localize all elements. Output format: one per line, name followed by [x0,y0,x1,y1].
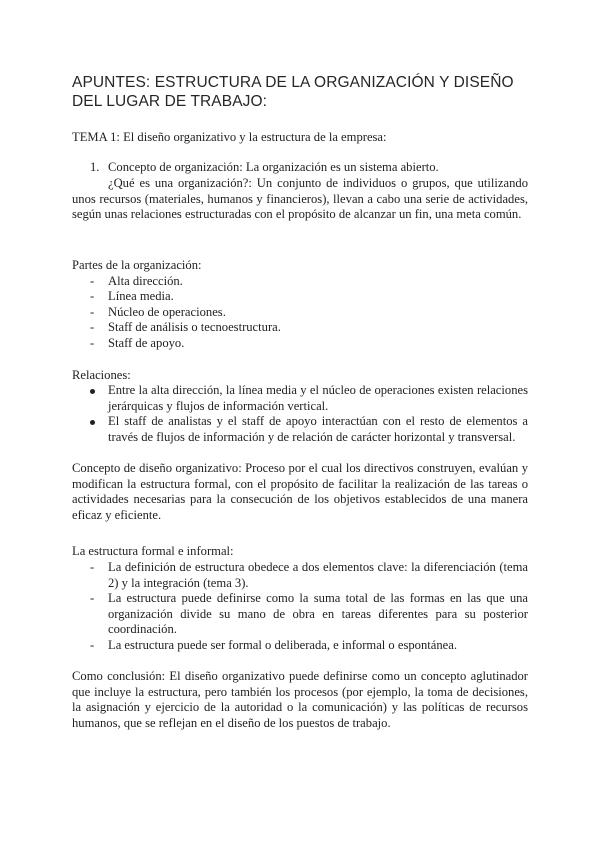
organizacion-definition: ¿Qué es una organización?: Un conjunto de individuos o grupos, que utilizando unos recursos (materiales, humanos y financieros), llevan a cabo una serie de actividades, según unas relaciones estructuradas con el propósito de alcanzar un fin, una meta común. [72,176,528,221]
list-marker: - [90,320,95,334]
list-item: La estructura puede ser formal o deliberada, e informal o espontánea. [108,638,457,652]
conclusion-paragraph: Como conclusión: El diseño organizativo puede definirse como un concepto aglutinador que incluye la estructura, pero también los procesos (por ejemplo, la toma de decisiones, la asignación y ejercicio de la autoridad o la comunicación) y las políticas de recursos humanos, que se reflejan en el diseño de los puestos de trabajo. [72,669,528,730]
list-item: Alta dirección. [108,274,183,288]
list-item: Staff de análisis o tecnoestructura. [108,320,281,334]
list-marker: - [90,336,95,350]
estructura-heading: La estructura formal e informal: [72,544,234,558]
list-item: Entre la alta dirección, la línea media y el núcleo de operaciones existen relaciones jerárquicas y flujos de información vertical. [108,383,528,413]
document-title: APUNTES: ESTRUCTURA DE LA ORGANIZACIÓN Y DISEÑO DEL LUGAR DE TRABAJO: [72,74,514,110]
list-marker: - [90,591,95,605]
item1-label: Concepto de organización: La organización es un sistema abierto. [108,160,439,174]
list-item: Staff de apoyo. [108,336,185,350]
item1-number: 1. [90,160,100,174]
bullet-icon [90,420,95,425]
list-item: La estructura puede definirse como la suma total de las formas en las que una organización divide su mano de obra en tareas diferentes para su posterior coordinación. [108,591,528,636]
concepto-diseno-paragraph: Concepto de diseño organizativo: Proceso por el cual los directivos construyen, evalúan y modifican la estructura formal, con el propósito de facilitar la realización de las tareas o actividades necesarias para la consecución de los objetivos establecidos de una manera eficaz y eficiente. [72,461,528,522]
list-item: Núcleo de operaciones. [108,305,226,319]
list-marker: - [90,638,95,652]
list-marker: - [90,289,95,303]
partes-heading: Partes de la organización: [72,258,202,272]
list-item: Línea media. [108,289,174,303]
list-item: El staff de analistas y el staff de apoyo interactúan con el resto de elementos a través de flujos de información y de relación de carácter horizontal y transversal. [108,414,528,444]
list-marker: - [90,274,95,288]
tema-heading: TEMA 1: El diseño organizativo y la estructura de la empresa: [72,130,387,144]
list-marker: - [90,305,95,319]
bullet-icon [90,389,95,394]
list-marker: - [90,560,95,574]
relaciones-heading: Relaciones: [72,368,131,382]
list-item: La definición de estructura obedece a dos elementos clave: la diferenciación (tema 2) y la integración (tema 3). [108,560,528,590]
